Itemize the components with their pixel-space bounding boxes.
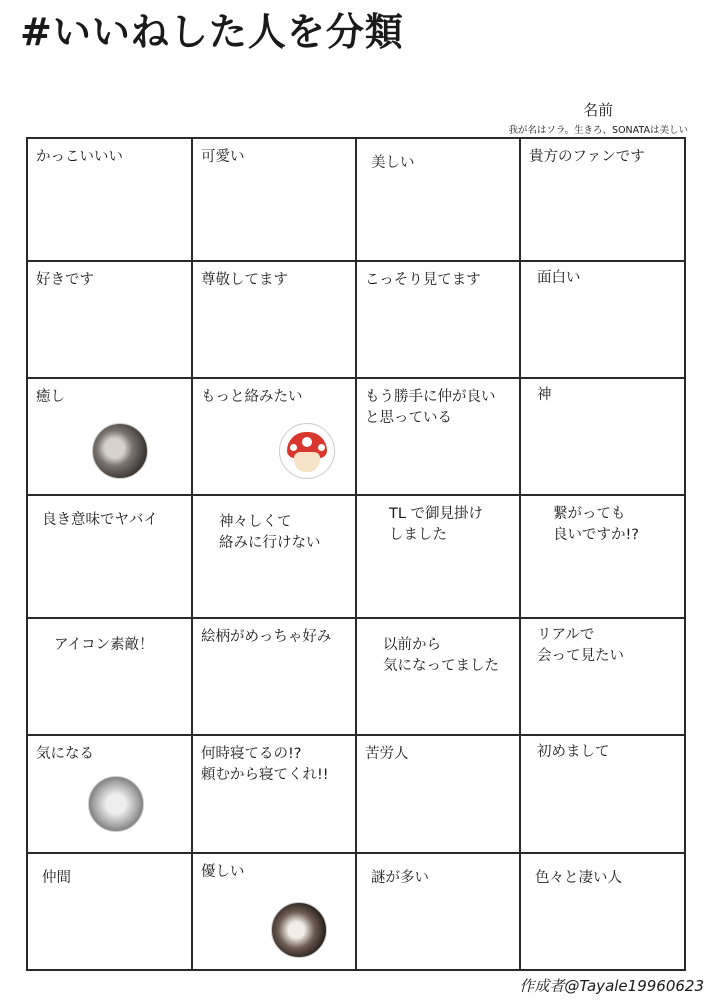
cell-label: アイコン素敵！	[54, 637, 154, 653]
cell-label: 気になる	[36, 746, 94, 762]
grid-cell	[519, 137, 684, 260]
cell-label: もっと絡みたい	[201, 389, 303, 405]
grid-cell	[355, 137, 519, 260]
grid-cell	[519, 617, 684, 734]
cell-label: もう勝手に仲が良い と思っている	[365, 389, 496, 427]
cell-label: 絵柄がめっちゃ好み	[201, 629, 332, 645]
cell-label: 可愛い	[201, 149, 245, 165]
avatar[interactable]	[92, 423, 148, 479]
name-label: 名前	[583, 101, 614, 119]
grid-cell	[519, 260, 684, 377]
name-value: 我が名はソラ。生きろ、SONATAは美しい	[508, 125, 688, 136]
cell-label: 良き意味でヤバイ	[42, 512, 158, 528]
avatar[interactable]	[271, 902, 327, 958]
grid-cell	[191, 137, 355, 260]
cell-label: 神々しくて 絡みに行けない	[219, 514, 321, 552]
cell-label: 謎が多い	[371, 870, 429, 886]
name-block	[508, 99, 688, 136]
grid-cell	[191, 617, 355, 734]
grid-cell	[26, 734, 191, 852]
grid-cell	[519, 852, 684, 970]
page-title: #いいねした人を分類	[20, 10, 404, 54]
grid-cell	[355, 377, 519, 494]
avatar[interactable]	[88, 776, 144, 832]
cell-label: 優しい	[201, 864, 245, 880]
grid-cell	[355, 852, 519, 970]
grid-cell	[355, 260, 519, 377]
cell-label: 癒し	[36, 389, 65, 405]
grid-cell	[26, 137, 191, 260]
grid-cell	[26, 852, 191, 970]
cell-label: 色々と凄い人	[535, 870, 622, 886]
cell-label: TL で御見掛け しました	[389, 506, 484, 544]
avatar[interactable]	[279, 423, 335, 479]
grid-cell	[191, 260, 355, 377]
grid-cell	[26, 494, 191, 617]
cell-label: 面白い	[537, 270, 581, 286]
grid-cell	[191, 734, 355, 852]
grid-cell	[191, 377, 355, 494]
cell-label: 貴方のファンです	[529, 149, 645, 165]
cell-label: 以前から 気になってました	[383, 637, 499, 675]
grid-cell	[355, 734, 519, 852]
cell-label: 苦労人	[365, 746, 409, 762]
cell-label: リアルで 会って見たい	[537, 627, 624, 665]
cell-label: 何時寝てるの!? 頼むから寝てくれ!!	[201, 746, 329, 784]
classification-grid	[26, 137, 686, 971]
cell-label: かっこいいい	[36, 149, 123, 165]
grid-cell	[26, 617, 191, 734]
cell-label: 繋がっても 良いですか!?	[553, 506, 640, 544]
grid-cell	[26, 377, 191, 494]
cell-label: 神	[537, 387, 552, 403]
grid-cell	[355, 617, 519, 734]
grid-cell	[191, 852, 355, 970]
grid-cell	[519, 734, 684, 852]
mushroom-face-icon	[294, 452, 320, 472]
grid-cell	[519, 494, 684, 617]
cell-label: 仲間	[42, 870, 71, 886]
cell-label: こっそり見てます	[365, 272, 481, 288]
author-credit: 作成者@Tayale19960623	[519, 977, 704, 995]
cell-label: 尊敬してます	[201, 272, 288, 288]
grid-cell	[519, 377, 684, 494]
grid-cell	[191, 494, 355, 617]
cell-label: 初めまして	[537, 744, 610, 760]
cell-label: 美しい	[371, 155, 415, 171]
grid-cell	[26, 260, 191, 377]
cell-label: 好きです	[36, 272, 94, 288]
grid-cell	[355, 494, 519, 617]
